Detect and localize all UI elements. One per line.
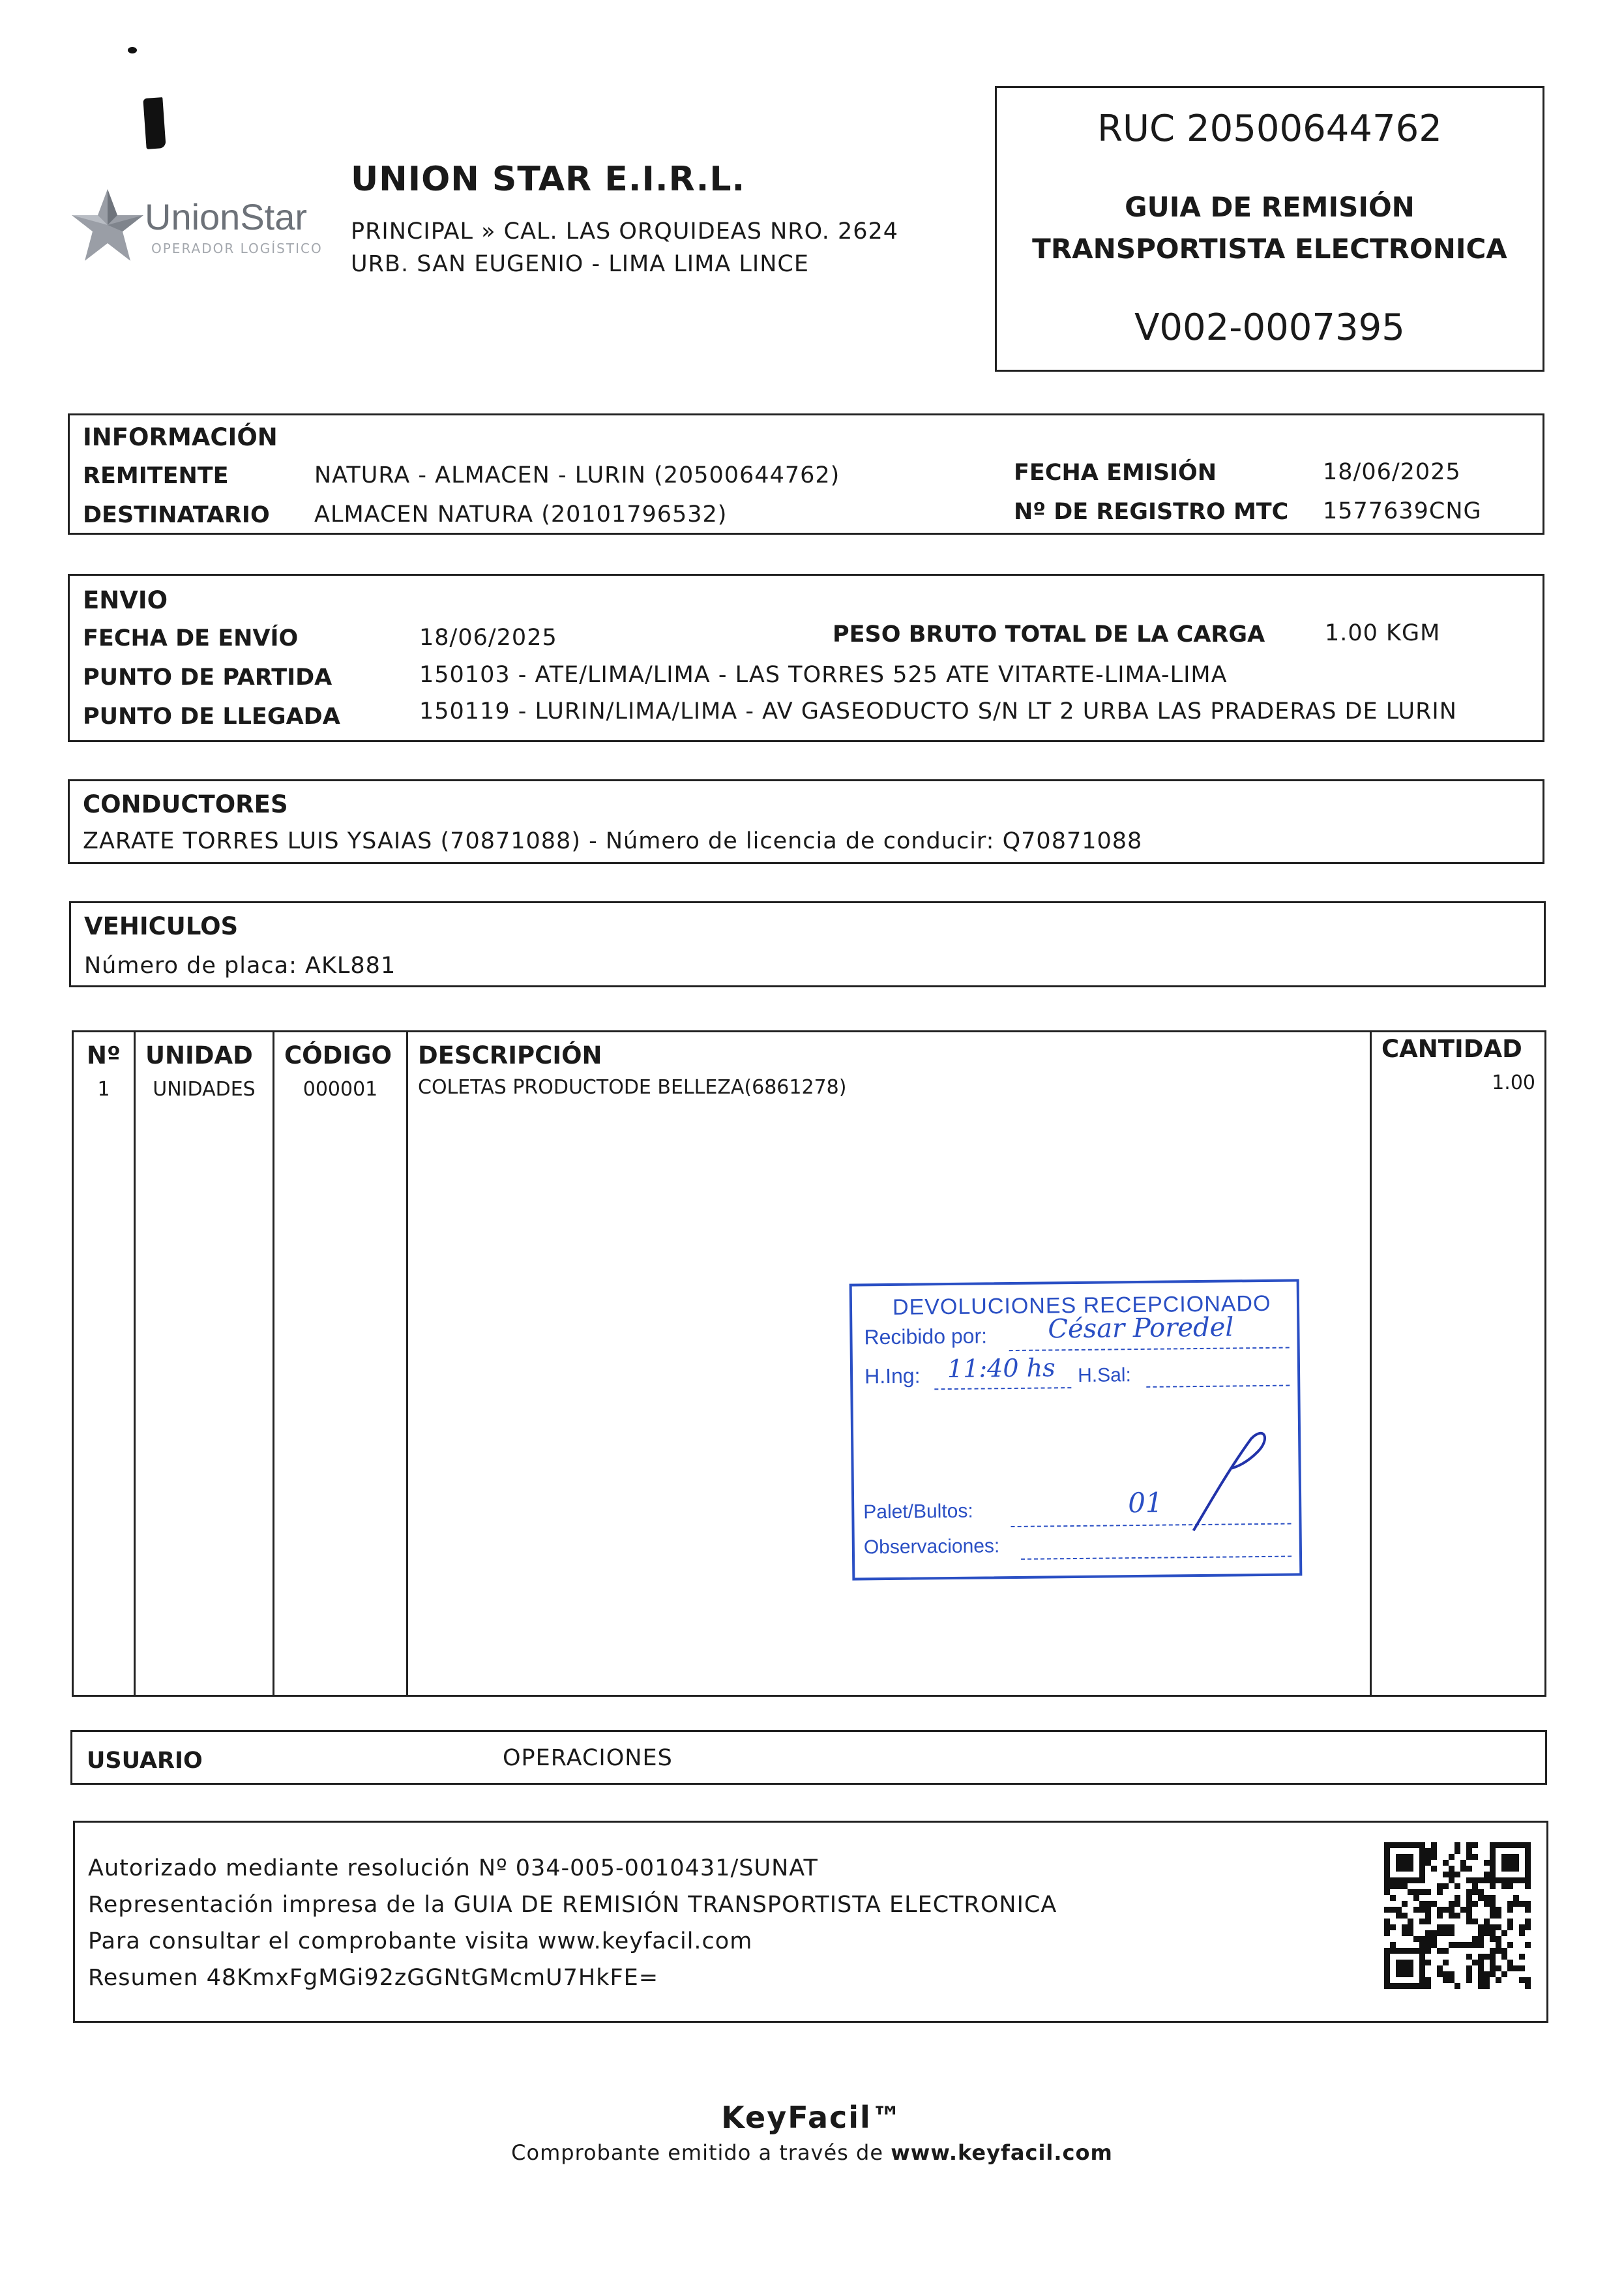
company-address-line2: URB. SAN EUGENIO - LIMA LIMA LINCE	[351, 251, 809, 277]
conductores-value: ZARATE TORRES LUIS YSAIAS (70871088) - Número de licencia de conducir: Q70871088	[83, 828, 1143, 854]
header-cantidad: CANTIDAD	[1381, 1035, 1522, 1063]
authorization-line4: Resumen 48KmxFgMGi92zGGNtGMcmU7HkFE=	[88, 1965, 659, 1991]
stamp-hing-line	[934, 1387, 1071, 1390]
header-no: Nº	[87, 1041, 121, 1069]
fecha-envio-value: 18/06/2025	[419, 625, 557, 651]
stamp-hsal-label: H.Sal:	[1077, 1364, 1132, 1386]
scan-speck	[128, 47, 137, 53]
fecha-emision-label: FECHA EMISIÓN	[1014, 460, 1217, 486]
authorization-line3: Para consultar el comprobante visita www.keyfacil.com	[88, 1928, 753, 1954]
usuario-label: USUARIO	[87, 1748, 203, 1774]
row-descripcion: COLETAS PRODUCTODE BELLEZA(6861278)	[418, 1076, 847, 1099]
company-logo	[65, 186, 339, 271]
stamp-hsal-line	[1146, 1385, 1290, 1388]
stamp-obs-line	[1021, 1556, 1292, 1560]
registro-mtc-label: Nº DE REGISTRO MTC	[1014, 499, 1289, 525]
conductores-section	[68, 779, 1544, 864]
stamp-hing-label: H.Ing:	[864, 1364, 921, 1388]
header-codigo: CÓDIGO	[284, 1041, 392, 1069]
ruc-number: RUC 20500644762	[1097, 108, 1442, 150]
destinatario-value: ALMACEN NATURA (20101796532)	[314, 501, 728, 528]
col-divider	[134, 1032, 136, 1695]
col-divider	[1370, 1032, 1372, 1695]
col-divider	[406, 1032, 408, 1695]
authorization-line2: Representación impresa de la GUIA DE REMISIÓN TRANSPORTISTA ELECTRONICA	[88, 1892, 1057, 1918]
authorization-line1: Autorizado mediante resolución Nº 034-005-0010431/SUNAT	[88, 1855, 818, 1881]
items-table	[72, 1030, 1546, 1697]
signature-icon	[1186, 1426, 1278, 1537]
company-address-line1: PRINCIPAL » CAL. LAS ORQUIDEAS NRO. 2624	[351, 218, 899, 245]
usuario-value: OPERACIONES	[503, 1745, 673, 1771]
peso-label: PESO BRUTO TOTAL DE LA CARGA	[833, 621, 1265, 648]
header-descripcion: DESCRIPCIÓN	[418, 1041, 602, 1069]
informacion-section	[68, 413, 1544, 535]
authorization-section	[73, 1821, 1548, 2023]
row-codigo: 000001	[303, 1078, 378, 1101]
vehiculos-value: Número de placa: AKL881	[84, 953, 396, 979]
usuario-section	[70, 1730, 1547, 1785]
partida-value: 150103 - ATE/LIMA/LIMA - LAS TORRES 525 ATE VITARTE-LIMA-LIMA	[419, 662, 1228, 688]
brand-name: KeyFacil™	[721, 2100, 903, 2135]
stamp-recibido-label: Recibido por:	[864, 1324, 988, 1349]
conductores-heading: CONDUCTORES	[83, 790, 288, 818]
company-name: UNION STAR E.I.R.L.	[351, 160, 746, 199]
row-no: 1	[97, 1078, 110, 1101]
peso-value: 1.00 KGM	[1325, 620, 1441, 646]
destinatario-label: DESTINATARIO	[83, 502, 270, 528]
header-unidad: UNIDAD	[145, 1041, 253, 1069]
fecha-emision-value: 18/06/2025	[1323, 459, 1461, 485]
reception-stamp	[849, 1279, 1303, 1580]
brand-tagline	[0, 2140, 1624, 2165]
row-unidad: UNIDADES	[153, 1078, 256, 1101]
stamp-obs-label: Observaciones:	[863, 1535, 1000, 1559]
stamp-title: DEVOLUCIONES RECEPCIONADO	[892, 1291, 1271, 1320]
stamp-hing-handwriting: 11:40 hs	[947, 1353, 1056, 1384]
registro-mtc-value: 1577639CNG	[1323, 498, 1482, 524]
informacion-heading: INFORMACIÓN	[83, 423, 278, 451]
stamp-recibido-handwriting: César Poredel	[1048, 1312, 1234, 1345]
logo-wordmark: UnionStar	[145, 196, 308, 237]
scan-mark	[143, 97, 166, 149]
stamp-palet-handwriting: 01	[1127, 1486, 1163, 1519]
star-logo-icon	[65, 186, 150, 271]
doc-title-line2: TRANSPORTISTA ELECTRONICA	[1032, 233, 1507, 265]
llegada-label: PUNTO DE LLEGADA	[83, 704, 340, 730]
envio-section	[68, 574, 1544, 742]
envio-heading: ENVIO	[83, 586, 168, 614]
brand-link[interactable]: www.keyfacil.com	[891, 2140, 1113, 2165]
doc-number: V002-0007395	[1134, 306, 1405, 349]
doc-title-line1: GUIA DE REMISIÓN	[1125, 191, 1415, 223]
remitente-value: NATURA - ALMACEN - LURIN (20500644762)	[314, 462, 840, 488]
brand-tagline-prefix: Comprobante emitido a través de	[511, 2140, 891, 2165]
llegada-value: 150119 - LURIN/LIMA/LIMA - AV GASEODUCTO S/N LT 2 URBA LAS PRADERAS DE LURIN	[419, 698, 1457, 724]
stamp-recibido-line	[1009, 1347, 1290, 1352]
row-cantidad: 1.00	[1492, 1071, 1535, 1094]
partida-label: PUNTO DE PARTIDA	[83, 665, 332, 691]
col-divider	[273, 1032, 274, 1695]
fecha-envio-label: FECHA DE ENVÍO	[83, 625, 299, 651]
qr-code[interactable]	[1384, 1842, 1531, 1989]
vehiculos-heading: VEHICULOS	[84, 912, 239, 940]
logo-subtitle: OPERADOR LOGÍSTICO	[151, 241, 323, 256]
remitente-label: REMITENTE	[83, 463, 229, 489]
stamp-palet-label: Palet/Bultos:	[863, 1500, 973, 1523]
document-id-box	[995, 86, 1544, 372]
vehiculos-section	[69, 901, 1546, 987]
